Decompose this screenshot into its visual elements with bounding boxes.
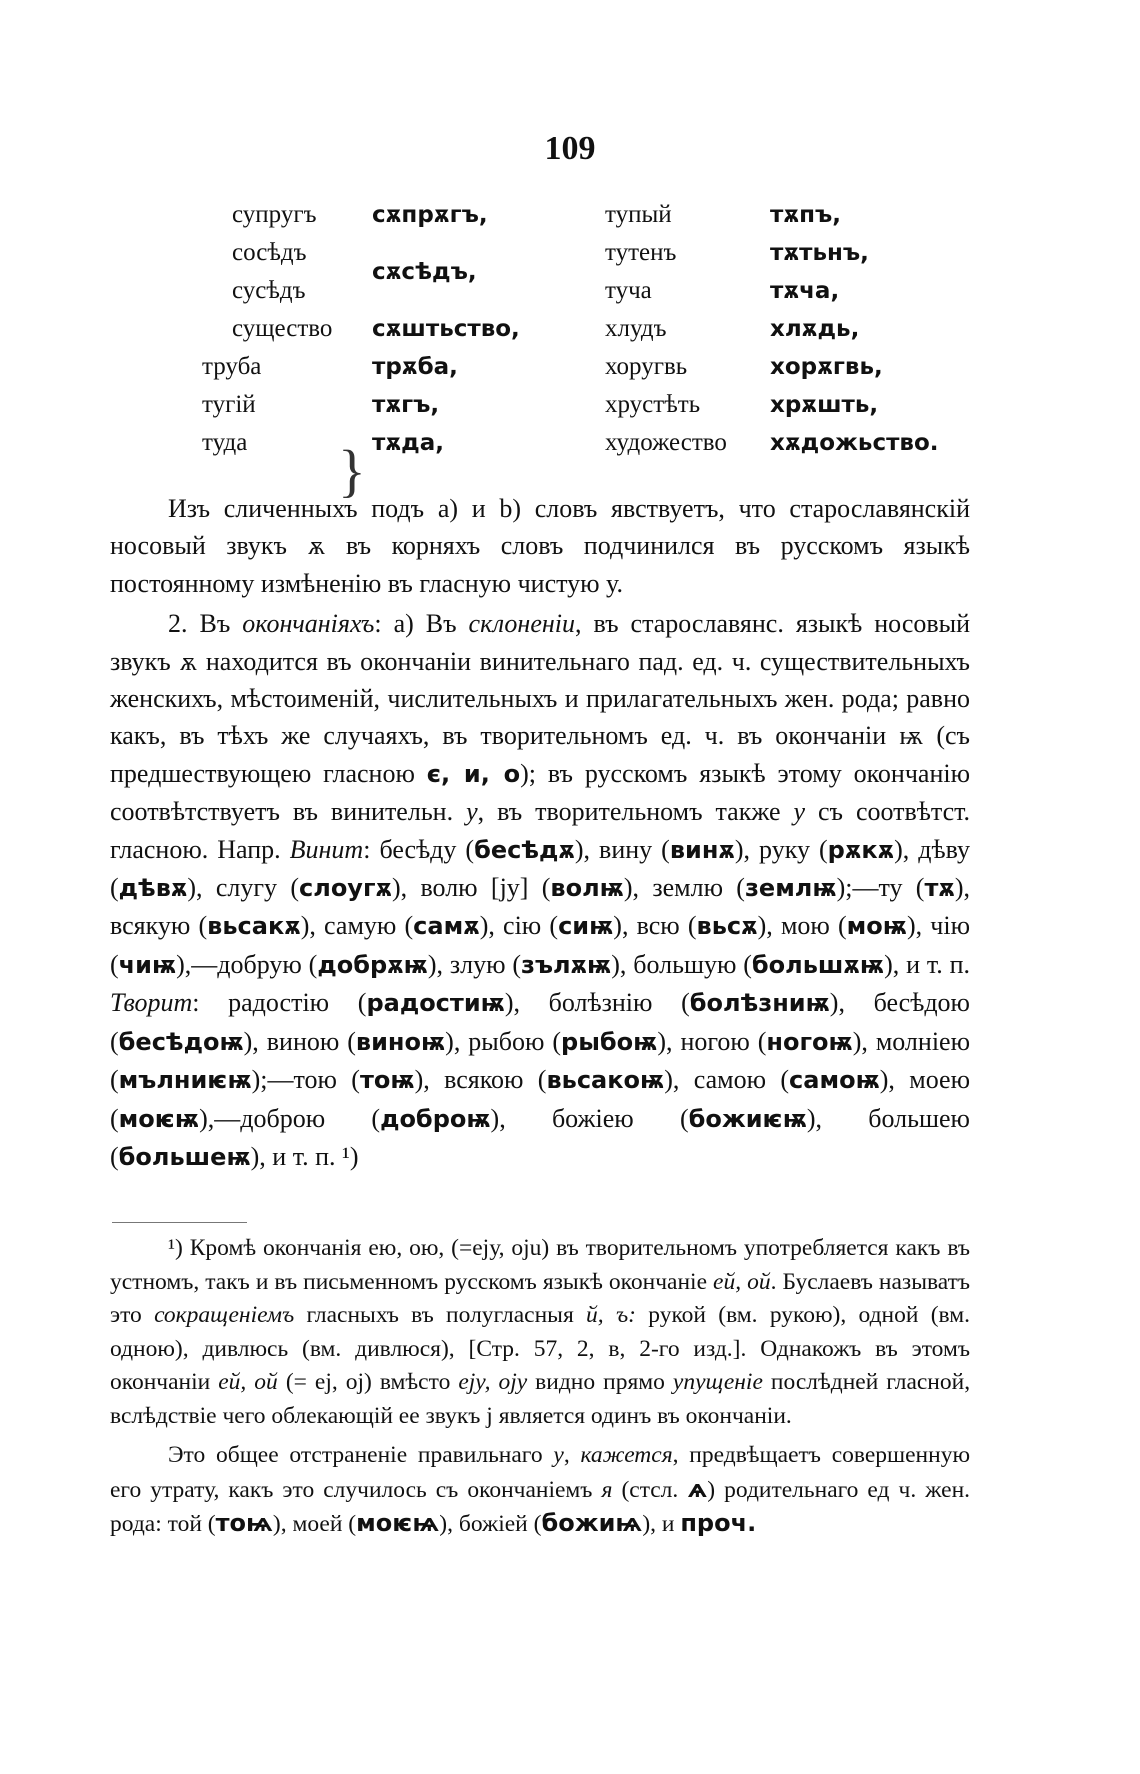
- church-slavonic-word: тѫда,: [372, 430, 444, 456]
- main-text: [110, 490, 970, 1176]
- church-slavonic-word: тѫтьнъ,: [770, 240, 869, 266]
- footnotes: [110, 1232, 970, 1542]
- church-slavonic-word: хлѫдь,: [770, 316, 860, 342]
- russian-word: сосѣдъ: [232, 239, 307, 266]
- church-slavonic-word: сѫпрѫгъ,: [372, 202, 488, 228]
- page-number: 109: [544, 130, 596, 167]
- russian-word: тупый: [605, 201, 672, 228]
- footnote-continuation: Это общее отстраненіе правильнаго у, кажется, предвѣщаетъ совершенную его утрату, какъ это случилось съ окончаніемъ я (стсл. ѧ) родительнаго ед ч. жен. рода: той (тоѩ), моей (моѥѩ), божіей (божиѩ), и проч.: [110, 1442, 971, 1537]
- paragraph: 2. Въ окончаніяхъ: a) Въ склоненіи, въ старославянс. языкѣ носовый звукъ ѫ находится въ окончаніи винительнаго пад. ед. ч. существительныхъ женскихъ, мѣстоименій, числительныхъ и прилагательныхъ жен. рода; равно какъ, въ тѣхъ же случаяхъ, въ творительномъ ед. ч. въ окончаніи ѭ (съ предшествующею гласною є, и, о); въ русскомъ языкѣ этому окончанію соотвѣтствуетъ въ винительн. у, въ творительномъ также у съ соотвѣтст. гласною. Напр. Винит: бесѣду (бесѣдѫ), вину (винѫ), руку (рѫкѫ), дѣву (дѣвѫ), слугу (слоугѫ), волю [jу] (волѭ), землю (землѭ);—ту (тѫ), всякую (вьсакѫ), самую (самѫ), сію (сиѭ), всю (вьсѫ), мою (моѭ), чію (чиѭ),—добрую (добрѫѭ), злую (зълѫѭ), большую (большѫѭ), и т. п. Творит: радостію (радостиѭ), болѣзнію (болѣзниѭ), бесѣдою (бесѣдоѭ), виною (виноѭ), рыбою (рыбоѭ), ногою (ногоѭ), молніею (мълниѥѭ);—тою (тоѭ), всякою (вьсакоѭ), самою (самоѭ), моею (моѥѭ),—доброю (доброѭ), божіею (божиѥѭ), большею (большеѭ), и т. п. ¹): [110, 609, 971, 1171]
- table-row: [190, 196, 950, 234]
- russian-word: хоругвь: [605, 353, 688, 380]
- footnote-divider: [112, 1222, 247, 1223]
- table-row: [190, 272, 950, 310]
- russian-word: сусѣдъ: [232, 277, 306, 304]
- church-slavonic-word: тѫгъ,: [372, 392, 440, 418]
- russian-word: труба: [202, 353, 262, 380]
- church-slavonic-word: трѫба,: [372, 354, 458, 380]
- church-slavonic-word: хрѫшть,: [770, 392, 879, 418]
- russian-word: тутенъ: [605, 239, 677, 266]
- russian-word: хрустѣть: [605, 391, 701, 418]
- russian-word: художество: [605, 429, 727, 456]
- paragraph: Изъ сличенныхъ подъ a) и b) словъ явствуетъ, что старославянскій носовый звукъ ѫ въ корняхъ словъ подчинился въ русскомъ языкѣ постоянному измѣненію въ гласную чистую у.: [110, 494, 970, 598]
- church-slavonic-word: тѫча,: [770, 278, 840, 304]
- church-slavonic-word: сѫсѣдъ,: [372, 259, 477, 285]
- table-row: [190, 234, 950, 285]
- word-comparison-table: [190, 196, 950, 503]
- russian-word: тугій: [202, 391, 256, 418]
- russian-word: существо: [232, 315, 333, 342]
- table-row: [190, 386, 950, 424]
- russian-word: супругъ: [232, 201, 317, 228]
- church-slavonic-word: хорѫгвь,: [770, 354, 883, 380]
- table-row: [190, 424, 950, 462]
- footnote: ¹) Кромѣ окончанія ею, ою, (=eју, oјu) въ творительномъ употребляется какъ въ устномъ, такъ и въ письменномъ русскомъ языкѣ окончаніе ей, ой. Буслаевъ называтъ это сокращеніемъ гласныхъ въ полугласныя й, ъ: рукой (вм. рукою), одной (вм. одною), дивлюсь (вм. дивлюся), [Стр. 57, 2, в, 2-го изд.]. Однакожъ въ этомъ окончаніи ей, ой (= ej, oj) вмѣсто eју, oју видно прямо упущеніе послѣдней гласной, вслѣдствіе чего облекающій ее звукъ j является одинъ въ окончаніи.: [110, 1235, 971, 1429]
- church-slavonic-word: тѫпъ,: [770, 202, 842, 228]
- brace-mark: }: [338, 438, 366, 503]
- russian-word: туда: [202, 429, 248, 456]
- table-row: [190, 348, 950, 386]
- church-slavonic-word: хѫдожьство.: [770, 430, 939, 456]
- russian-word: туча: [605, 277, 652, 304]
- table-row: [190, 310, 950, 348]
- russian-word: хлудъ: [605, 315, 667, 342]
- church-slavonic-word: сѫштьство,: [372, 316, 520, 342]
